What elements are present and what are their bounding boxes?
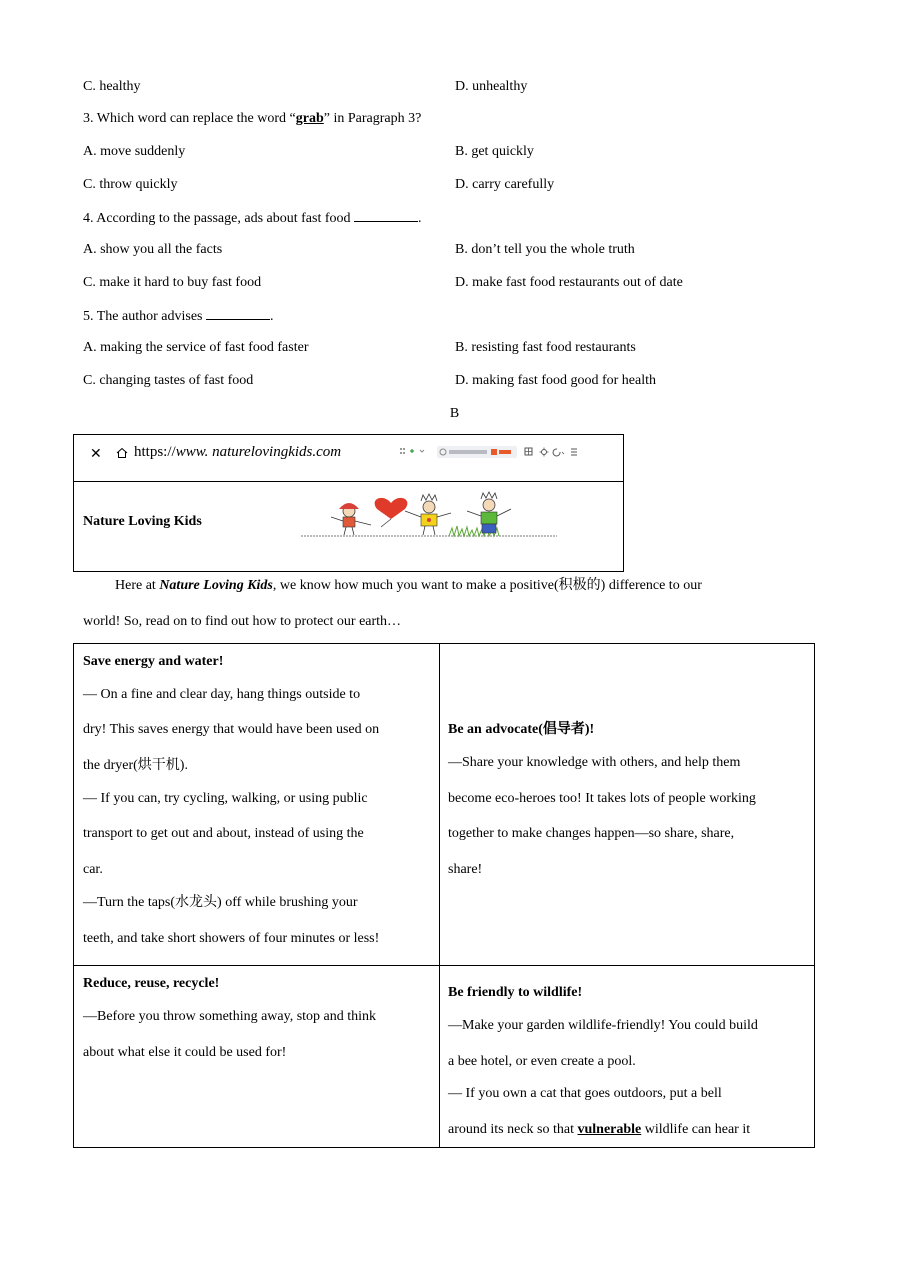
tip-line: car. xyxy=(83,862,103,877)
browser-window xyxy=(73,434,624,572)
tip-line: —Make your garden wildlife-friendly! You could build xyxy=(448,1018,758,1033)
tip-title: Reduce, reuse, recycle! xyxy=(83,976,220,991)
tip-line: dry! This saves energy that would have been used on xyxy=(83,722,380,737)
q5-option-b: B. resisting fast food restaurants xyxy=(455,340,636,355)
table-divider xyxy=(439,644,440,1147)
q4-option-b: B. don’t tell you the whole truth xyxy=(455,242,635,257)
tip-title: Save energy and water! xyxy=(83,654,224,669)
tip-line: —Share your knowledge with others, and help them xyxy=(448,755,741,770)
q5-option-a: A. making the service of fast food faster xyxy=(83,340,309,355)
q5-stem-text: 5. The author advises xyxy=(83,309,203,324)
kids-illustration xyxy=(299,489,559,539)
q3-target-word: grab xyxy=(295,111,324,126)
q2-option-c: C. healthy xyxy=(83,79,141,94)
answer-blank xyxy=(206,307,270,320)
q5-option-c: C. changing tastes of fast food xyxy=(83,373,254,388)
table-divider xyxy=(74,965,814,966)
intro-text: Here at xyxy=(115,578,160,593)
site-name: Nature Loving Kids xyxy=(83,514,202,529)
q3-option-b: B. get quickly xyxy=(455,144,534,159)
q4-stem-end: . xyxy=(418,211,422,226)
q3-option-d: D. carry carefully xyxy=(455,177,555,192)
browser-address-bar xyxy=(74,435,623,482)
toolbar-icons[interactable] xyxy=(524,446,580,460)
grid-icon[interactable] xyxy=(400,446,430,458)
tip-line: the dryer(烘干机). xyxy=(83,758,188,773)
intro-line-2: world! So, read on to find out how to protect our earth… xyxy=(83,614,402,629)
q5-stem xyxy=(83,307,274,326)
tip-line: share! xyxy=(448,862,483,877)
tip-line: a bee hotel, or even create a pool. xyxy=(448,1054,636,1069)
intro-text: , we know how much you want to make a positive(积极的) difference to our xyxy=(272,578,702,593)
q3-stem-prefix: 3. Which word can replace the word “ xyxy=(83,111,296,126)
q5-option-d: D. making fast food good for health xyxy=(455,373,657,388)
q3-option-a: A. move suddenly xyxy=(83,144,186,159)
q3-stem-suffix: ” in Paragraph 3? xyxy=(323,111,422,126)
tip-line: — If you can, try cycling, walking, or using public xyxy=(83,791,368,806)
tip-line: become eco-heroes too! It takes lots of people working xyxy=(448,791,756,806)
close-icon[interactable]: ✕ xyxy=(90,446,102,462)
answer-blank xyxy=(354,209,418,222)
tip-text: around its neck so that xyxy=(448,1122,578,1137)
section-label: B xyxy=(449,406,460,421)
q3-stem xyxy=(83,110,421,128)
home-icon[interactable] xyxy=(116,447,128,464)
q4-option-d: D. make fast food restaurants out of date xyxy=(455,275,683,290)
q2-option-d: D. unhealthy xyxy=(455,79,528,94)
tip-line: teeth, and take short showers of four minutes or less! xyxy=(83,931,380,946)
url-text[interactable] xyxy=(134,444,341,461)
tip-title: Be friendly to wildlife! xyxy=(448,985,583,1000)
tip-line: —Turn the taps(水龙头) off while brushing your xyxy=(83,895,358,910)
browser-toolbar xyxy=(400,446,586,460)
q3-option-c: C. throw quickly xyxy=(83,177,178,192)
tip-title: Be an advocate(倡导者)! xyxy=(448,722,595,737)
tip-line: about what else it could be used for! xyxy=(83,1045,287,1060)
q4-option-a: A. show you all the facts xyxy=(83,242,223,257)
tip-line: — If you own a cat that goes outdoors, put a bell xyxy=(448,1086,722,1101)
intro-line-1 xyxy=(115,577,702,595)
intro-brand: Nature Loving Kids xyxy=(159,578,273,593)
tip-text: wildlife can hear it xyxy=(641,1122,751,1137)
q4-stem-text: 4. According to the passage, ads about fast food xyxy=(83,211,351,226)
q5-stem-end: . xyxy=(270,309,274,324)
tip-line: together to make changes happen—so share, share, xyxy=(448,826,735,841)
q4-option-c: C. make it hard to buy fast food xyxy=(83,275,262,290)
tips-table xyxy=(73,643,815,1148)
tip-line: transport to get out and about, instead of using the xyxy=(83,826,364,841)
tip-line xyxy=(448,1121,750,1139)
url-domain: www. naturelovingkids.com xyxy=(175,444,342,460)
url-protocol: https:// xyxy=(134,444,176,460)
tip-line: —Before you throw something away, stop and think xyxy=(83,1009,377,1024)
q4-stem xyxy=(83,209,422,228)
tip-line: — On a fine and clear day, hang things outside to xyxy=(83,687,361,702)
target-word: vulnerable xyxy=(577,1122,642,1137)
search-box[interactable] xyxy=(437,446,517,458)
